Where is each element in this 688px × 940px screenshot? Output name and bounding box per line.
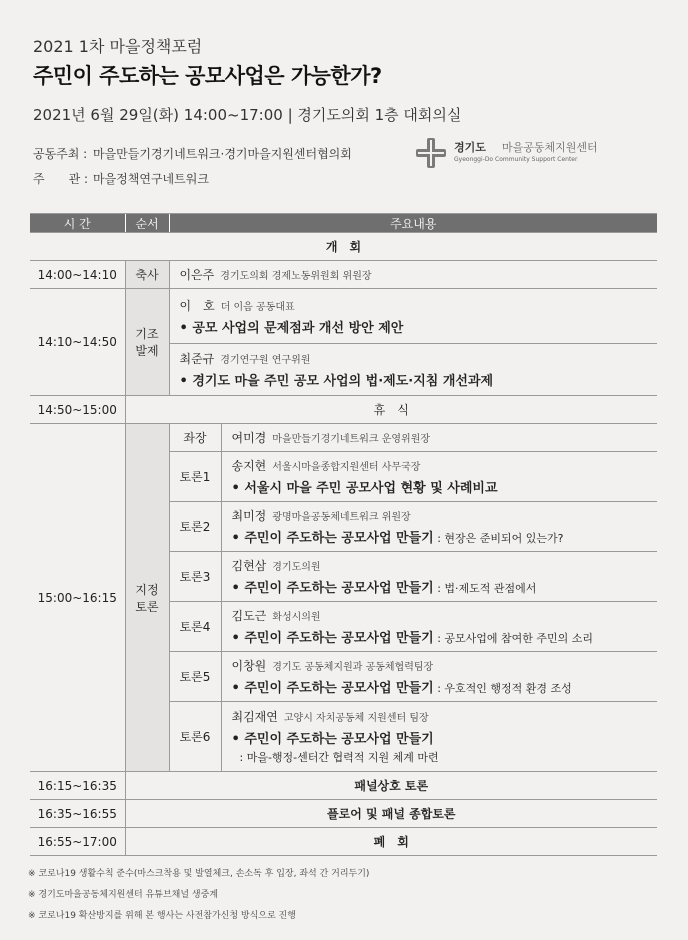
cross-logo-icon bbox=[414, 136, 448, 170]
speaker-name: 최미정 bbox=[231, 509, 267, 523]
cohost-row bbox=[33, 145, 352, 162]
time-cell: 15:00~16:15 bbox=[30, 424, 125, 772]
content-cell bbox=[221, 452, 657, 502]
organizer-value: 마을정책연구네트워크 bbox=[93, 172, 209, 186]
content-cell bbox=[221, 552, 657, 602]
speaker-role: 경기연구원 연구위원 bbox=[220, 355, 311, 366]
header-content: 주요내용 bbox=[169, 214, 657, 233]
table-row bbox=[30, 424, 657, 452]
topic-subtext: : 현장은 준비되어 있는가? bbox=[433, 532, 564, 545]
opening-label: 개 회 bbox=[30, 233, 657, 261]
table-row bbox=[30, 396, 657, 424]
time-cell: 14:10~14:50 bbox=[30, 289, 125, 396]
sub-order-cell: 토론1 bbox=[169, 452, 221, 502]
speaker-name: 김도근 bbox=[231, 609, 267, 623]
floor-label: 플로어 및 패널 종합토론 bbox=[125, 800, 657, 828]
topic-text: • 서울시 마을 주민 공모사업 현황 및 사례비교 bbox=[231, 481, 498, 496]
order-cell: 축사 bbox=[125, 261, 169, 289]
speaker-name: 이창원 bbox=[231, 659, 267, 673]
order-cell: 지정 토론 bbox=[125, 424, 169, 772]
panel-label: 패널상호 토론 bbox=[125, 772, 657, 800]
speaker-role: 광명마을공동체네트워크 위원장 bbox=[272, 512, 411, 523]
time-cell: 16:55~17:00 bbox=[30, 828, 125, 856]
content-cell bbox=[221, 652, 657, 702]
content-cell bbox=[221, 702, 657, 772]
table-row bbox=[30, 800, 657, 828]
content-cell bbox=[169, 289, 657, 344]
note-item: ※ 코로나19 생활수칙 준수(마스크착용 및 발열체크, 손소독 후 입장, 좌석 간 거리두기) bbox=[28, 869, 370, 879]
table-header-row bbox=[30, 214, 657, 233]
topic-text: • 공모 사업의 문제점과 개선 방안 제안 bbox=[179, 320, 404, 336]
topic-text: • 주민이 주도하는 공모사업 만들기 bbox=[231, 732, 434, 747]
content-cell bbox=[169, 261, 657, 289]
organizer-row bbox=[33, 170, 209, 187]
content-cell bbox=[221, 502, 657, 552]
topic-subtext: : 우호적인 행정적 환경 조성 bbox=[433, 682, 572, 695]
center-logo bbox=[414, 136, 624, 170]
table-row bbox=[30, 828, 657, 856]
speaker-role: 서울시마을종합지원센터 사무국장 bbox=[272, 462, 421, 473]
sub-order-cell: 토론2 bbox=[169, 502, 221, 552]
speaker-role: 마을만들기경기네트워크 운영위원장 bbox=[272, 434, 431, 445]
sub-order-cell: 토론6 bbox=[169, 702, 221, 772]
speaker-name: 이은주 bbox=[179, 268, 215, 282]
time-cell: 16:15~16:35 bbox=[30, 772, 125, 800]
table-row bbox=[30, 261, 657, 289]
topic-text: • 주민이 주도하는 공모사업 만들기 bbox=[231, 581, 434, 596]
date-line: 2021년 6월 29일(화) 14:00~17:00 | 경기도의회 1층 대회의실 bbox=[33, 106, 462, 124]
cohost-value: 마을만들기경기네트워크·경기마을지원센터협의회 bbox=[93, 147, 352, 161]
header-time: 시 간 bbox=[30, 214, 125, 233]
content-cell bbox=[221, 424, 657, 452]
logo-name-en: Gyeonggi-Do Community Support Center bbox=[454, 156, 578, 163]
speaker-name: 김현삼 bbox=[231, 559, 267, 573]
table-row bbox=[30, 289, 657, 344]
logo-name-bold: 경기도 bbox=[454, 141, 486, 154]
topic-subtext: : 마을-행정-센터간 협력적 지원 체계 마련 bbox=[239, 751, 439, 764]
forum-name: 2021 1차 마을정책포럼 bbox=[33, 37, 203, 56]
speaker-role: 더 이음 공동대표 bbox=[220, 301, 295, 313]
schedule-table bbox=[30, 213, 657, 856]
topic-subtext: : 법·제도적 관점에서 bbox=[433, 582, 537, 595]
topic-text: • 주민이 주도하는 공모사업 만들기 bbox=[231, 531, 434, 546]
notes bbox=[28, 864, 369, 927]
organizer-label: 주 관 : bbox=[33, 172, 89, 186]
closing-label: 폐 회 bbox=[125, 828, 657, 856]
speaker-name: 최준규 bbox=[179, 352, 215, 366]
table-row bbox=[30, 772, 657, 800]
break-label: 휴 식 bbox=[125, 396, 657, 424]
logo-name-rest: 마을공동체지원센터 bbox=[502, 141, 598, 154]
sub-order-cell: 토론3 bbox=[169, 552, 221, 602]
speaker-name: 송지현 bbox=[231, 459, 267, 473]
sub-order-cell: 좌장 bbox=[169, 424, 221, 452]
speaker-role: 고양시 자치공동체 지원센터 팀장 bbox=[283, 713, 429, 724]
sub-order-cell: 토론4 bbox=[169, 602, 221, 652]
note-item: ※ 경기도마을공동체지원센터 유튜브채널 생중계 bbox=[28, 890, 219, 900]
speaker-role: 경기도의원 bbox=[272, 562, 321, 573]
speaker-role: 경기도 공동체지원과 공동체협력팀장 bbox=[272, 662, 434, 673]
speaker-role: 화성시의원 bbox=[272, 612, 321, 623]
main-title: 주민이 주도하는 공모사업은 가능한가? bbox=[33, 64, 382, 88]
topic-text: • 경기도 마을 주민 공모 사업의 법·제도·지침 개선과제 bbox=[179, 374, 494, 389]
speaker-name: 최김재연 bbox=[231, 710, 278, 724]
time-cell: 16:35~16:55 bbox=[30, 800, 125, 828]
time-cell: 14:00~14:10 bbox=[30, 261, 125, 289]
table-row bbox=[30, 233, 657, 261]
time-cell: 14:50~15:00 bbox=[30, 396, 125, 424]
speaker-name: 이 호 bbox=[179, 298, 215, 313]
content-cell bbox=[169, 344, 657, 396]
topic-text: • 주민이 주도하는 공모사업 만들기 bbox=[231, 681, 434, 696]
sub-order-cell: 토론5 bbox=[169, 652, 221, 702]
note-item: ※ 코로나19 확산방지를 위해 본 행사는 사전참가신청 방식으로 진행 bbox=[28, 911, 296, 921]
order-cell: 기조 발제 bbox=[125, 289, 169, 396]
topic-text: • 주민이 주도하는 공모사업 만들기 bbox=[231, 631, 434, 646]
speaker-role: 경기도의회 경제노동위원회 위원장 bbox=[220, 271, 372, 282]
header-order: 순서 bbox=[125, 214, 169, 233]
cohost-label: 공동주최 : bbox=[33, 147, 88, 161]
topic-subtext: : 공모사업에 참여한 주민의 소리 bbox=[433, 632, 594, 645]
content-cell bbox=[221, 602, 657, 652]
speaker-name: 여미경 bbox=[231, 431, 267, 445]
